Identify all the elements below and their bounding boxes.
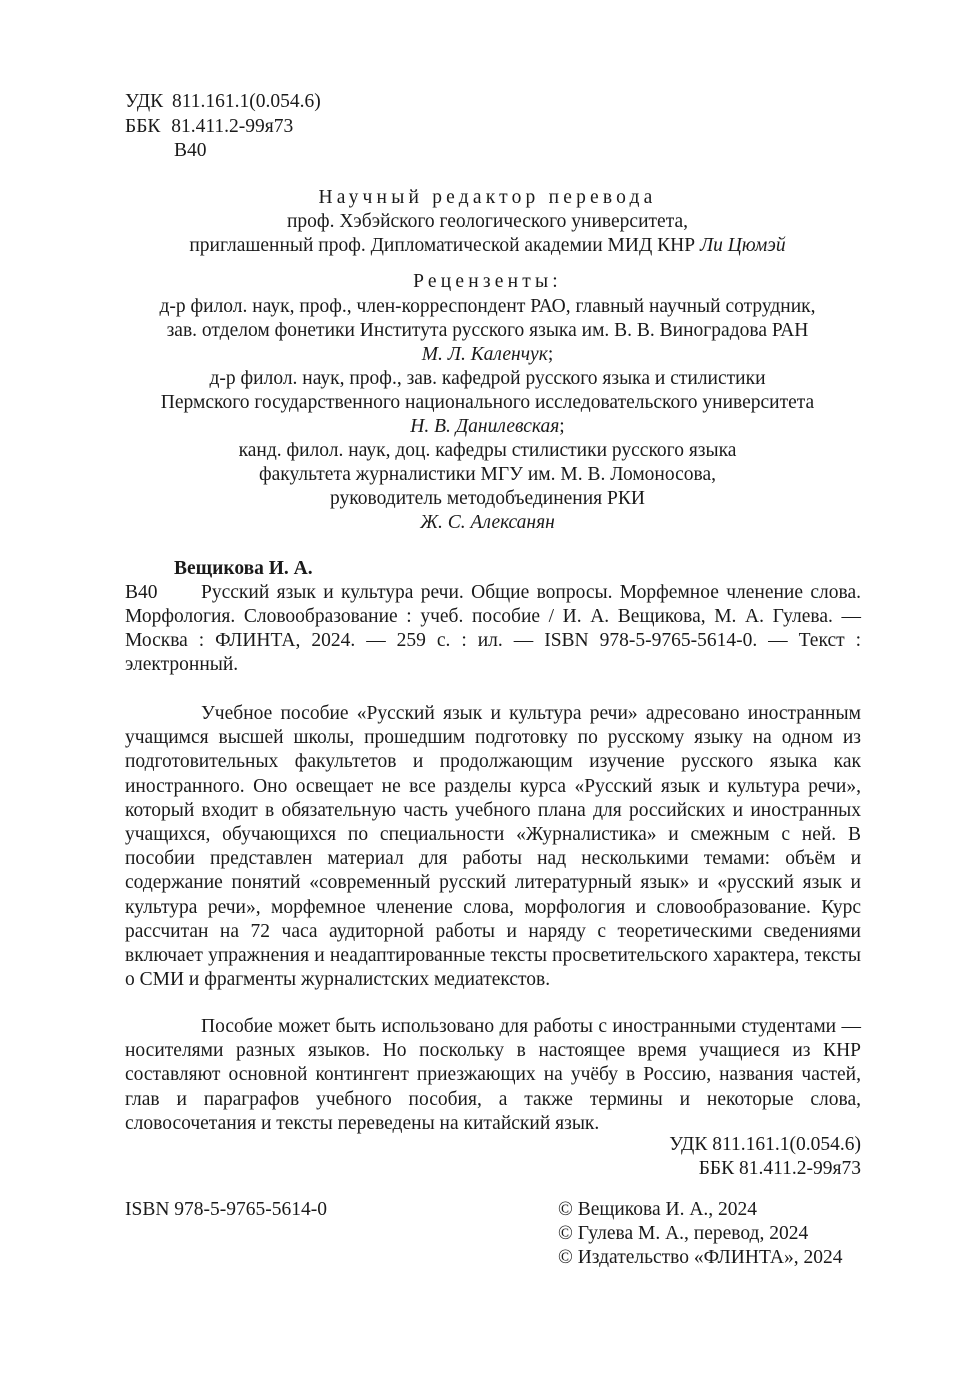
reviewer-3-line-1: канд. филол. наук, доц. кафедры стилистики русского языка — [238, 440, 737, 461]
bbk-code — [125, 115, 293, 139]
reviewer-1-line-2: зав. отделом фонетики Института русского языка им. В. В. Виноградова РАН — [166, 320, 809, 341]
editor-heading: Научный редактор перевода — [318, 187, 657, 208]
reviewer-3-name: Ж. С. Алексанян — [420, 512, 555, 533]
annotation-paragraph-2: Пособие может быть использовано для работы с иностранными студентами — носителями разных языков. Но поскольку в настоящее время учащиеся из КНР составляют основной контингент приезжающих на учёбу в Россию, названия частей, глав и параграфов учебного пособия, а также термины и некоторые слова, словосочетания и тексты переведены на китайский язык. — [125, 1016, 861, 1134]
reviewer-1-name-line: М. Л. Каленчук; — [421, 344, 554, 365]
reviewer-1-line-1: д-р филол. наук, проф., член-корреспондент РАО, главный научный сотрудник, — [159, 296, 816, 317]
editor-affiliation: приглашенный проф. Дипломатической академии МИД КНР — [189, 235, 696, 256]
copyright-author-1: © Вещикова И. А., 2024 — [558, 1199, 758, 1220]
reviewer-2-line-2: Пермского государственного национального исследовательского университета — [160, 392, 815, 413]
isbn: ISBN 978-5-9765-5614-0 — [125, 1199, 328, 1220]
reviewer-2-line-1: д-р филол. наук, проф., зав. кафедрой русского языка и стилистики — [209, 368, 766, 389]
bibliography-mark: В40 — [125, 582, 158, 603]
editor-line-2 — [0, 234, 975, 258]
reviewer-3-line-2: факультета журналистики МГУ им. М. В. Ломоносова, — [259, 464, 716, 485]
reviewer-2-name-line: Н. В. Данилевская; — [410, 416, 565, 437]
author-mark: В40 — [174, 140, 207, 161]
reviewer-3-name-line — [0, 511, 975, 535]
editor-line-1: проф. Хэбэйского геологического университета, — [287, 211, 688, 232]
copyright-publisher: © Издательство «ФЛИНТА», 2024 — [558, 1247, 843, 1268]
udk-code — [125, 90, 321, 114]
annotation-paragraph-1: Учебное пособие «Русский язык и культура речи» адресовано иностранным учащимся высшей школы, прошедшим подготовку по русскому языку на одном из подготовительных факультетов и продолжающим изучение русского языка как иностранного. Оно освещает не все разделы курса «Русский язык и культура речи», который входит в обязательную часть учебного плана для российских и иностранных учащихся, обучающихся по специальности «Журналистика» и смежным с ней. В пособии представлен материал для работы над несколькими темами: объём и содержание понятий «современный русский литературный язык» и «русский язык и культура речи», морфемное членение слова, морфология и словообразование. Курс рассчитан на 72 часа аудиторной работы и наряду с теоретическими сведениями включает упражнения и неадаптированные тексты просветительского характера, тексты о СМИ и фрагменты журналистских медиатекстов. — [125, 703, 861, 991]
reviewer-1-name: М. Л. Каленчук — [421, 344, 548, 365]
annotation-udk: УДК 811.161.1(0.054.6) — [669, 1134, 861, 1155]
bibliography-author: Вещикова И. А. — [174, 558, 313, 579]
bbk-label: ББК — [125, 116, 161, 137]
udk-label: УДК — [125, 91, 164, 112]
reviewer-3-line-3: руководитель методобъединения РКИ — [330, 488, 645, 509]
bibliography-description: Русский язык и культура речи. Общие вопросы. Морфемное членение слова. Морфология. Словообразование : учеб. пособие / И. А. Вещикова, М. А. Гулева. — Москва : ФЛИНТА, 2024. — 259 с. : ил. — ISBN 978-5-9765-5614-0. — Текст : электронный. — [125, 582, 861, 675]
bbk-value: 81.411.2-99я73 — [171, 116, 294, 137]
copyright-author-2: © Гулева М. А., перевод, 2024 — [558, 1223, 809, 1244]
reviewer-2-name: Н. В. Данилевская — [410, 416, 560, 437]
annotation-bbk: ББК 81.411.2-99я73 — [698, 1158, 861, 1179]
editor-name: Ли Цюмэй — [699, 235, 786, 256]
udk-value: 811.161.1(0.054.6) — [172, 91, 321, 112]
reviewers-heading: Рецензенты: — [413, 271, 562, 292]
